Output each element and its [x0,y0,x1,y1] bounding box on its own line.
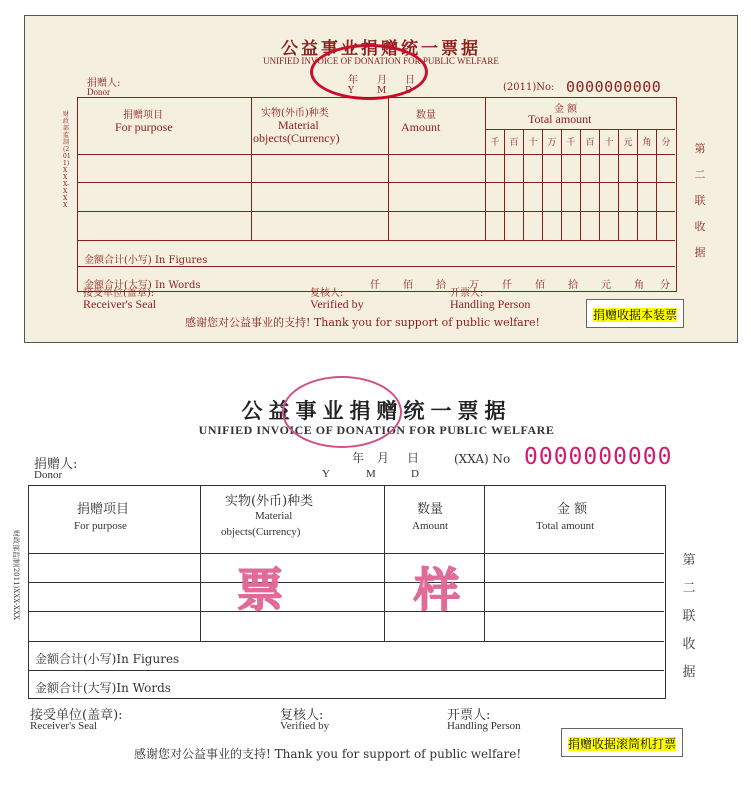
col-material-cn: 实物(外币)种类 [261,108,329,119]
grid-line [29,582,664,583]
copy-label: 联 [694,194,706,207]
grid-line [484,486,485,641]
grid-line [599,129,600,240]
date-year-en: Y [348,86,354,96]
date-year-cn: 年 [352,451,365,465]
words-unit: 佰 [403,280,413,291]
col-purpose-cn: 捐赠项目 [123,110,163,121]
grid-line [29,553,664,554]
thanks-line: 感谢您对公益事业的支持! Thank you for support of public welfare! [185,316,540,329]
col-total-en: Total amount [536,520,595,532]
receipt-table [77,97,677,292]
grid-line [561,129,562,240]
copy-label: 二 [694,168,706,181]
digit-header: 分 [661,138,671,148]
verified-label-cn: 复核人: [280,708,324,723]
sample-stamp: 票 [237,563,295,617]
words-unit: 万 [469,280,479,291]
digit-header: 百 [585,138,595,148]
figures-label: 金额合计(小写)In Figures [35,652,180,666]
verified-label-en: Verified by [280,720,330,732]
grid-line [580,129,581,240]
caption-bound-book [586,299,684,328]
grid-line [29,670,664,671]
grid-line [29,611,664,612]
grid-line [656,129,657,240]
grid-line [78,240,675,241]
col-material-en1: Material [255,510,293,522]
caption-text: 捐赠收据本装票 [593,308,678,322]
serial-prefix: (2011)No: [503,82,555,93]
date-day-en: D [405,86,413,96]
caption-roll-printer [561,728,683,757]
copy-label: 据 [682,665,696,680]
grid-line [200,486,201,641]
donor-label-cn: 捐赠人: [87,78,121,89]
receipt-title: 公益事业捐赠统一票据 [281,39,481,59]
digit-header: 十 [528,138,538,148]
copy-label: 据 [694,246,706,259]
figures-label: 金额合计(小写) In Figures [84,255,208,266]
date-month-en: M [366,468,376,480]
copy-label: 收 [694,220,706,233]
col-total-en: Total amount [528,112,592,126]
col-qty-cn: 数量 [416,110,436,121]
digit-header: 千 [566,138,576,148]
copy-label: 第 [694,142,706,155]
col-qty-cn: 数量 [417,502,444,517]
receiver-label-en: Receiver's Seal [30,720,98,732]
sample-stamp: 样 [414,563,472,617]
digit-header: 角 [642,138,652,148]
date-day-cn: 日 [407,451,420,465]
col-qty-en: Amount [412,520,449,532]
col-material-en2: objects(Currency) [221,526,301,538]
date-month-en: M [377,86,387,96]
grid-line [523,129,524,240]
date-year-en: Y [322,468,330,480]
digit-header: 百 [509,138,519,148]
words-unit: 角 [634,280,644,291]
grid-line [618,129,619,240]
col-material-cn: 实物(外币)种类 [225,494,314,509]
serial-number: 0000000000 [566,78,662,96]
digit-header: 十 [604,138,614,148]
copy-label: 收 [682,637,696,652]
digit-header: 元 [623,138,633,148]
col-qty-en: Amount [401,120,441,134]
words-unit: 元 [601,280,611,291]
words-label: 金额合计(大写)In Words [35,681,171,695]
caption-text: 捐赠收据滚筒机打票 [568,737,677,751]
grid-line [384,486,385,641]
thanks-line: 感谢您对公益事业的支持! Thank you for support of public welfare! [134,747,522,761]
words-unit: 分 [660,280,670,291]
highlight-circle [282,376,402,448]
digit-header: 万 [547,138,557,148]
handling-label-cn: 开票人: [450,288,484,299]
receiver-label-cn: 接受单位(盖章): [83,288,155,299]
date-month-cn: 月 [377,75,387,86]
col-purpose-en: For purpose [115,120,173,134]
receipt-subtitle: UNIFIED INVOICE OF DONATION FOR PUBLIC WELFARE [198,423,555,437]
receipt-table [28,485,666,699]
words-unit: 佰 [535,280,545,291]
col-material-en2: objects(Currency) [253,131,340,145]
words-unit: 仟 [370,280,380,291]
receipt-bound-book [24,15,738,343]
grid-line [78,182,675,183]
serial-number: 0000000000 [524,444,673,470]
grid-line [637,129,638,240]
grid-line [29,641,664,642]
handling-label-cn: 开票人: [447,708,491,723]
receipt-title: 公益事业捐赠统一票据 [241,398,512,423]
grid-line [504,129,505,240]
grid-line [251,98,252,240]
donor-label-en: Donor [34,469,63,481]
copy-label: 联 [682,609,696,624]
grid-line [388,98,389,240]
printer-note: 财政部监制(2011)XXX-XXX [63,111,71,209]
serial-prefix: (XXA) No [454,452,511,466]
grid-line [542,129,543,240]
receiver-label-en: Receiver's Seal [83,297,157,311]
words-unit: 仟 [502,280,512,291]
date-day-en: D [411,468,419,480]
verified-label-cn: 复核人: [310,288,344,299]
printer-note: 财政部监制(2011)XXX-XXX [12,530,20,621]
words-label: 金额合计(大写) In Words [84,280,201,291]
copy-label: 第 [682,553,696,568]
digit-header: 千 [490,138,500,148]
grid-line [485,98,486,240]
date-day-cn: 日 [405,75,415,86]
col-purpose-cn: 捐赠项目 [77,502,130,517]
donor-label-cn: 捐赠人: [34,457,78,472]
copy-label: 二 [682,581,696,596]
verified-label-en: Verified by [310,297,364,311]
words-unit: 拾 [568,280,578,291]
grid-line [78,211,675,212]
col-total-cn: 金 额 [557,502,588,517]
col-material-en1: Material [278,118,319,132]
col-purpose-en: For purpose [74,520,127,532]
handling-label-en: Handling Person [447,720,521,732]
date-year-cn: 年 [348,75,358,86]
words-unit: 拾 [436,280,446,291]
col-total-cn: 金 额 [554,104,578,115]
receipt-subtitle: UNIFIED INVOICE OF DONATION FOR PUBLIC WELFARE [263,56,499,66]
grid-line [78,266,675,267]
grid-line [78,154,675,155]
receiver-label-cn: 接受单位(盖章): [30,708,123,723]
date-month-cn: 月 [377,451,390,465]
donor-label-en: Donor [87,87,110,97]
handling-label-en: Handling Person [450,297,531,311]
